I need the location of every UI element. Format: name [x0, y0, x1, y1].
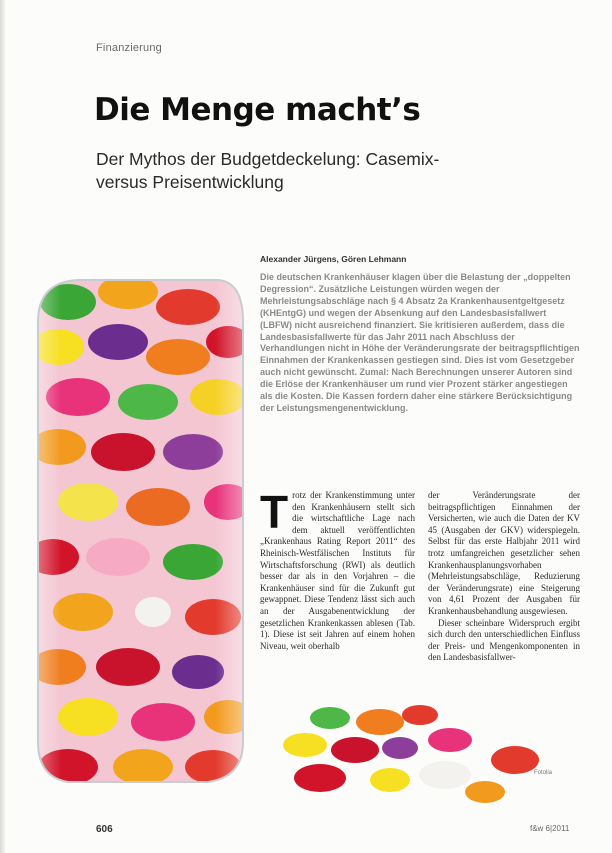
article-subtitle: Der Mythos der Budgetdeckelung: Casemix- versus Preisentwicklung — [96, 149, 440, 192]
page-edge-shadow — [0, 0, 6, 853]
page-number: 606 — [96, 824, 113, 835]
footer-journal: f&w 6|2011 — [530, 824, 570, 833]
body-column-1 — [260, 486, 415, 652]
jelly-bean-jar-image — [28, 262, 248, 792]
section-label: Finanzierung — [96, 42, 162, 54]
drop-cap: T — [260, 486, 289, 538]
article-title: Die Menge macht’s — [94, 92, 421, 128]
body-text-col1: rotz der Krankenstimmung unter den Krankenhäusern stellt sich die wirtschaftliche Lage nach dem aktuell veröffentlichten „Krankenhaus Rating Report 2011“ des Rheinisch-Westfälischen Instituts für Wirtschaftsforschung (RWI) als deutlich besser dar als in den Vorjahren – die Krankenhäuser sind für die Zukunft gut gewappnet. Diese Tendenz lässt sich auch an der Ausgabenentwicklung der gesetzlichen Krankenkassen ablesen (Tab. 1). Diese ist seit Jahren auf einem hohen Niveau, weit oberhalb — [260, 490, 415, 651]
loose-jelly-beans-image — [250, 700, 553, 810]
body-text-col2-p2: Dieser scheinbare Widerspruch ergibt sich durch den unterschiedlichen Einfluss der Preis- und Mengenkomponenten in den Landesbasisfallwer- — [428, 617, 580, 663]
body-column-2 — [428, 490, 580, 664]
article-authors: Alexander Jürgens, Gören Lehmann — [260, 254, 407, 264]
image-credit: Fotolia — [534, 770, 553, 776]
body-text-col2-p1: der Veränderungsrate der beitragspflichtigen Einnahmen der Versicherten, wie auch die Daten der KV 45 (Ausgaben der GKV) widerspiegeln. Selbst für das erste Halbjahr 2011 wird trotz umfangreichen gesetzlicher sehen Krankenhausplanungsvorhaben (Mehrleistungsabschläge, Reduzierung der Veränderungsrate) eine Steigerung von 4,61 Prozent der Ausgaben für Krankenhausbehandlung ausgewiesen. — [428, 490, 580, 616]
article-abstract: Die deutschen Krankenhäuser klagen über die Belastung der „doppelten Degression“. Zusätzliche Leistungen würden wegen der Mehrleistungsabschläge nach § 4 Absatz 2a Krankenhausentgeltgesetz (KHEntgG) und wegen der Absenkung auf den Landesbasisfallwert (LBFW) nicht ausreichend finanziert. Sie kritisieren außerdem, dass die Landesbasisfallwerte für das Jahr 2011 nach Abschluss der Verhandlungen nicht in Höhe der Veränderungsrate der beitragspflichtigen Einnahmen der Krankenkassen gestiegen sind. Dies ist vom Gesetzgeber auch nicht gewünscht. Zumal: Nach Berechnungen unserer Autoren sind die Erlöse der Krankenhäuser um rund vier Prozent stärker angestiegen als die Kosten. Die Kassen fordern daher eine stärkere Berücksichtigung der Leistungsmengenentwicklung. — [260, 272, 580, 413]
